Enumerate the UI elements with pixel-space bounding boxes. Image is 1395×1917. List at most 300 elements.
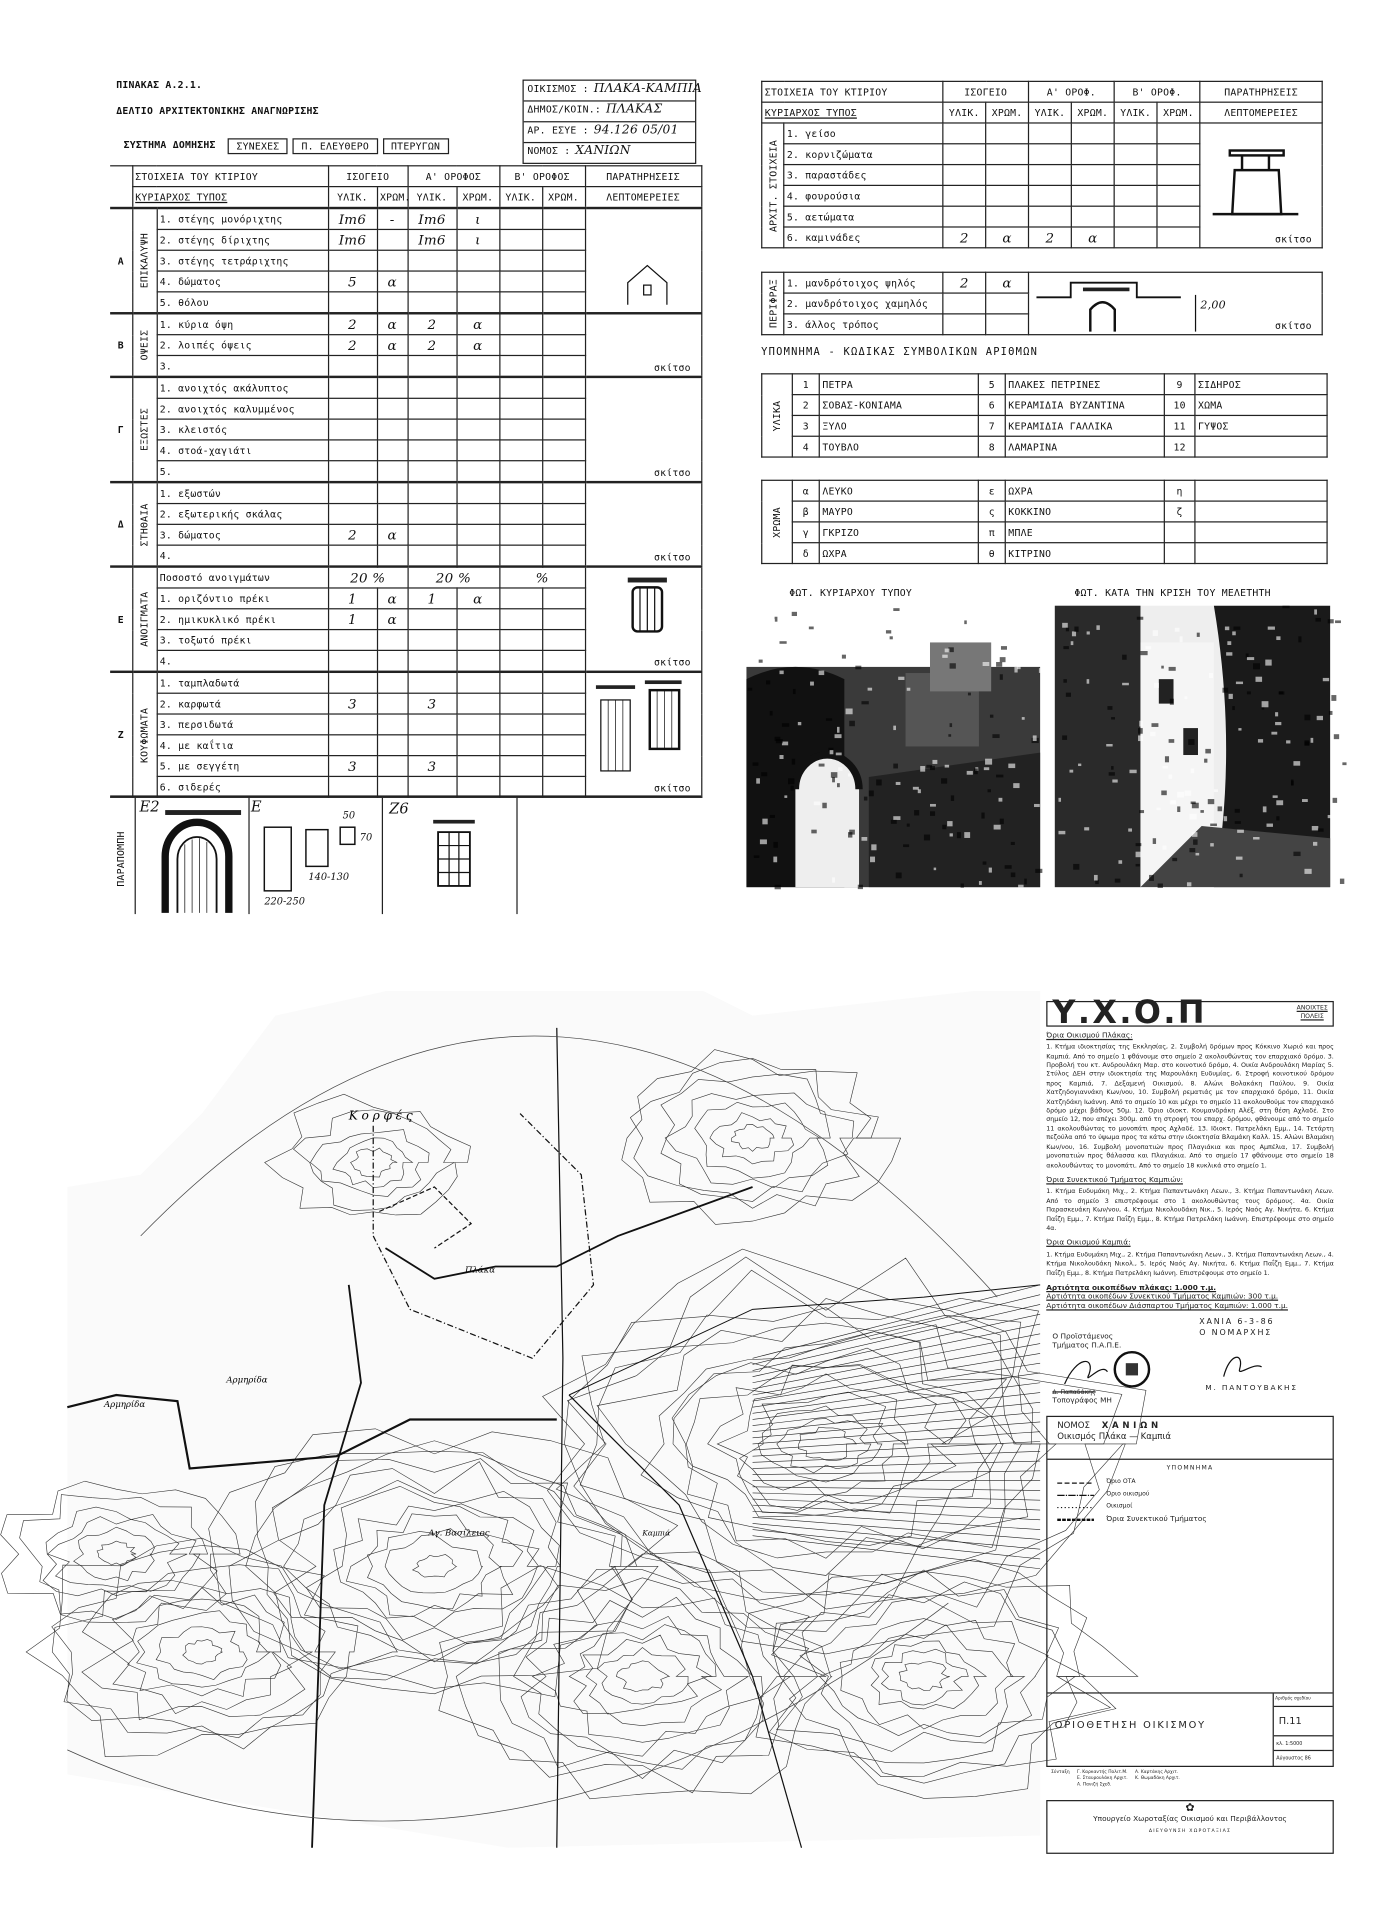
value-cell (377, 735, 408, 756)
photo-grain (809, 627, 814, 630)
photo-grain (1276, 800, 1283, 805)
value-cell (377, 398, 408, 419)
row-label: 1. κύρια όψη (157, 313, 328, 334)
value-cell (542, 504, 585, 525)
photo-grain (793, 689, 796, 694)
photo-grain (1222, 688, 1228, 693)
photo-grain (1268, 627, 1275, 630)
header-elements: ΣΤΟΙΧΕΙΑ ΤΟΥ ΚΤΙΡΙΟΥ (762, 81, 943, 102)
photo-grain (831, 772, 837, 778)
photo-grain (1094, 875, 1098, 881)
row-label: 5. αετώματα (784, 206, 943, 227)
photo-grain (790, 786, 793, 791)
photo-grain (898, 677, 904, 680)
photo-grain (861, 837, 867, 841)
legend-name: ΠΛΑΚΕΣ ΠΕΤΡΙΝΕΣ (1005, 374, 1164, 395)
section-name: ΕΠΙΚΑΛΥΨΗ (138, 233, 150, 289)
annex-area (110, 795, 701, 914)
value-cell (542, 250, 585, 271)
photo-grain (1011, 629, 1016, 634)
photo-grain (1005, 865, 1012, 869)
value-cell (456, 482, 499, 503)
photo-grain (1197, 633, 1200, 637)
system-option-continuous: ΣΥΝΕΧΕΣ (228, 138, 288, 154)
value-cell (986, 144, 1029, 165)
photo-grain (942, 825, 946, 830)
map-label-ag-vasileios: Αγ. Βασίλειος (428, 1528, 490, 1539)
photo-grain (876, 779, 882, 785)
row-label: 3. άλλος τρόπος (784, 314, 943, 335)
photo-grain (950, 663, 956, 668)
photo-grain (1008, 764, 1015, 768)
photo-grain (1328, 619, 1334, 623)
row-label: 2. καρφωτά (157, 693, 328, 714)
value-cell: 2 (328, 335, 377, 356)
photo-grain (766, 680, 770, 684)
value-cell: - (377, 208, 408, 229)
photo-grain (1018, 885, 1023, 888)
photo-grain (918, 789, 921, 793)
legend-name (1195, 480, 1327, 501)
value-cell (377, 250, 408, 271)
value-cell (328, 545, 377, 566)
plot-size-dispersed: Αρτιότητα οικοπέδων Διάσπαρτου Τμήματος Καμπιών: 1.000 τ.μ. (1046, 1301, 1288, 1311)
legend-line-symbol (1057, 1480, 1094, 1485)
photo-grain (1074, 627, 1078, 632)
header-dominant-type: ΚΥΡΙΑΡΧΟΣ ΤΥΠΟΣ (762, 102, 943, 123)
row-label: 3. τοξωτό πρέκι (157, 630, 328, 651)
row-label: 4. δώματος (157, 271, 328, 292)
sheet-label: Αριθμός σχεδίου (1274, 1694, 1333, 1707)
photo-caption-dominant: ΦΩΤ. ΚΥΡΙΑΡΧΟΥ ΤΥΠΟΥ (789, 587, 913, 599)
credits-row (1046, 1767, 1334, 1790)
photo-grain (792, 759, 795, 765)
photo-grain (1342, 762, 1346, 765)
photo-grain (985, 759, 992, 765)
ministry-emblem-icon: ✿ (1185, 1802, 1195, 1815)
value-cell (542, 776, 585, 797)
legend-code: 8 (978, 436, 1005, 457)
system-option-wings: ΠΤΕΡΥΓΩΝ (382, 138, 448, 154)
photo-grain (890, 636, 893, 639)
value-cell: 2 (1029, 227, 1072, 248)
info-label: ΟΙΚΙΣΜΟΣ : (527, 83, 589, 95)
header-details: ΛΕΠΤΟΜΕΡΕΙΕΣ (585, 187, 701, 208)
header-remarks: ΠΑΡΑΤΗΡΗΣΕΙΣ (1200, 81, 1322, 102)
grid-window-sketch (431, 820, 480, 893)
photo-grain (754, 855, 760, 858)
info-row (524, 81, 702, 102)
photo-grain (947, 821, 952, 826)
photo-grain (1318, 828, 1324, 831)
photo-researcher-choice (1055, 606, 1330, 887)
photo-grain (974, 768, 978, 774)
group-cell (110, 166, 132, 208)
value-cell (408, 524, 457, 545)
credit: Γ. Καρκαντής Πολιτ.Μ. (1077, 1769, 1128, 1775)
value-cell (1071, 185, 1114, 206)
annex-window-dims (247, 798, 383, 914)
value-cell (499, 588, 542, 609)
value-cell: % (499, 567, 585, 588)
info-row (524, 143, 695, 163)
photo-grain (1331, 695, 1336, 701)
value-cell (986, 314, 1029, 335)
photo-grain (1112, 779, 1117, 782)
value-cell (943, 165, 986, 186)
photo-grain (1236, 857, 1243, 860)
place-date: ΧΑΝΙΑ 6-3-86 (1199, 1316, 1275, 1327)
info-value: ΧΑΝΙΩΝ (575, 144, 631, 158)
value-cell (408, 776, 457, 797)
fence-wall-sketch (1034, 273, 1218, 332)
legend-name: ΜΑΥΡΟ (819, 501, 978, 522)
yxop-logo: Υ.Χ.Ο.Π (1052, 994, 1208, 1032)
photo-grain (914, 810, 919, 815)
sketch-label: σκίτσο (653, 362, 691, 374)
photo-grain (779, 671, 783, 675)
photo-grain (848, 773, 851, 776)
value-cell (377, 461, 408, 482)
photo-grain (864, 797, 868, 801)
photo-grain (896, 872, 902, 878)
annex-arched-door (135, 798, 250, 914)
photo-grain (1084, 827, 1089, 830)
photo-grain (1271, 732, 1277, 735)
value-cell (377, 377, 408, 398)
value-cell (408, 735, 457, 756)
photo-grain (964, 620, 967, 624)
nomos-value: ΧΑΝΙΩΝ (1101, 1420, 1162, 1431)
photo-grain (1235, 809, 1240, 813)
photo-grain (1096, 625, 1099, 630)
value-cell (499, 398, 542, 419)
photo-grain (1063, 679, 1067, 683)
value-cell (456, 355, 499, 376)
photo-grain (1227, 641, 1231, 645)
photo-grain (913, 787, 919, 790)
photo-grain (1136, 864, 1140, 867)
map-legend-item (1057, 1476, 1323, 1488)
photo-grain (1291, 781, 1294, 786)
value-cell: α (377, 271, 408, 292)
value-cell (499, 461, 542, 482)
photo-grain (1262, 701, 1269, 707)
photo-grain (869, 790, 874, 796)
legend-row (762, 501, 1327, 522)
photo-grain (1275, 712, 1278, 716)
value-cell (1071, 165, 1114, 186)
photo-grain (981, 813, 984, 819)
value-cell (542, 229, 585, 250)
photo-grain (1247, 691, 1251, 694)
value-cell (499, 735, 542, 756)
remarks-cell (1200, 123, 1322, 248)
section-letter: Β (110, 313, 132, 377)
header-color: ΧΡΩΜ. (456, 187, 499, 208)
legend-code: ς (978, 501, 1005, 522)
value-cell (408, 672, 457, 693)
header-floor: ΙΣΟΓΕΙΟ (943, 81, 1029, 102)
row-label: 3. δώματος (157, 524, 328, 545)
row-label: 1. ταμπλαδωτά (157, 672, 328, 693)
dim-label: 70 (359, 832, 373, 844)
legend-name: ΤΟΥΒΛΟ (819, 436, 978, 457)
value-cell (499, 355, 542, 376)
row-label: 3. στέγης τετράριχτης (157, 250, 328, 271)
legend-code: 6 (978, 395, 1005, 416)
value-cell: 1 (408, 588, 457, 609)
photo-grain (979, 881, 982, 885)
value-cell: 2 (328, 313, 377, 334)
photo-grain (1235, 821, 1241, 824)
legend-code: θ (978, 543, 1005, 564)
head-title: Ο Προϊστάμενος (1052, 1332, 1114, 1342)
photo-grain (1153, 838, 1156, 844)
photo-grain (784, 795, 787, 798)
row-label: 2. ανοιχτός καλυμμένος (157, 398, 328, 419)
tag-line: ΠΟΛΕΙΣ (1300, 1013, 1324, 1022)
value-cell (408, 545, 457, 566)
photo-grain (837, 727, 840, 733)
value-cell (408, 714, 457, 735)
row-label: 4. φουρούσια (784, 185, 943, 206)
settlement-name: Οικισμός Πλάκα — Καμπιά (1057, 1431, 1172, 1441)
table-row (110, 377, 701, 398)
value-cell (377, 504, 408, 525)
photo-grain (1171, 800, 1175, 803)
value-cell: 3 (408, 693, 457, 714)
legend-code: 9 (1164, 374, 1195, 395)
photo-grain (832, 777, 835, 782)
photo-grain (1151, 723, 1158, 727)
photo-grain (1185, 696, 1188, 699)
photo-grain (753, 762, 759, 765)
section-name-cell (132, 377, 156, 482)
value-cell (456, 693, 499, 714)
photo-grain (967, 771, 973, 775)
value-cell (456, 271, 499, 292)
remarks-cell (585, 567, 701, 672)
photo-grain (1191, 768, 1195, 773)
legend-name: ΚΙΤΡΙΝΟ (1005, 543, 1164, 564)
annex-label: ΠΑΡΑΠΟΜΠΗ (115, 831, 127, 887)
map-scale: κλ. 1:5000 (1274, 1735, 1333, 1750)
value-cell (1157, 206, 1200, 227)
value-cell (542, 398, 585, 419)
header-floor: Α' ΟΡΟΦΟΣ (408, 166, 500, 187)
photo-grain (950, 723, 953, 727)
value-cell (328, 398, 377, 419)
value-cell (542, 672, 585, 693)
row-label: 5. με σεγγέτη (157, 756, 328, 777)
section-name: ΑΡΧΙΤ. ΣΤΟΙΧΕΙΑ (767, 139, 779, 232)
map-legend-label: Όριο ΟΤΑ (1106, 1478, 1136, 1486)
photo-grain (1138, 728, 1143, 734)
dim-label: 140-130 (308, 871, 350, 883)
credit: Κ. Θωμαδάκη Αρχιτ. (1135, 1775, 1180, 1781)
legend-name (1195, 436, 1327, 457)
legend-code: 5 (978, 374, 1005, 395)
value-cell (499, 313, 542, 334)
section-name: ΣΤΗΘΑΙΑ (138, 502, 150, 546)
photo-grain (1315, 618, 1320, 622)
photo-grain (1087, 631, 1090, 634)
value-cell: α (456, 588, 499, 609)
photo-grain (1106, 744, 1112, 746)
remarks-cell (585, 313, 701, 377)
value-cell: 1 (328, 609, 377, 630)
value-cell (408, 650, 457, 671)
value-cell (377, 440, 408, 461)
value-cell (1157, 144, 1200, 165)
value-cell (499, 504, 542, 525)
section-letter: Δ (110, 482, 132, 566)
photo-grain (920, 766, 925, 772)
annex-mark: Ζ6 (389, 800, 409, 818)
legend-name: ΓΥΨΟΣ (1195, 415, 1327, 436)
photo-grain (1169, 739, 1175, 743)
value-cell (1114, 165, 1157, 186)
photo-grain (1111, 766, 1113, 770)
value-cell (408, 377, 457, 398)
value-cell (542, 355, 585, 376)
legend-line-symbol (1057, 1492, 1094, 1497)
value-cell (542, 756, 585, 777)
photo-grain (1078, 764, 1081, 766)
photo-grain (868, 608, 871, 612)
value-cell: 20 % (408, 567, 500, 588)
value-cell (499, 229, 542, 250)
value-cell: 20 % (328, 567, 408, 588)
header-floor: Β' ΟΡΟΦΟΣ (499, 166, 585, 187)
photo-grain (1062, 623, 1068, 628)
legend-line-symbol (1057, 1517, 1094, 1522)
photo-grain (1000, 674, 1003, 680)
section-name: ΠΕΡΙΦΡΑΞ (767, 278, 779, 329)
legend-code: 7 (978, 415, 1005, 436)
sketch-label: σκίτσο (653, 551, 691, 563)
value-cell (1029, 144, 1072, 165)
legend-row (762, 480, 1327, 501)
section-name-cell (132, 482, 156, 566)
table-row (110, 567, 701, 588)
photo-grain (1348, 754, 1355, 759)
value-cell (456, 377, 499, 398)
row-label: 6. σιδερές (157, 776, 328, 797)
photo-grain (756, 778, 760, 783)
window-sketch (622, 575, 671, 642)
photo-grain (1069, 770, 1073, 773)
value-cell: α (456, 313, 499, 334)
photo-grain (1205, 749, 1211, 754)
section-name: ΟΨΕΙΣ (138, 329, 150, 361)
photo-grain (941, 778, 947, 783)
settlement-boundary-map (67, 991, 1046, 1848)
photo-grain (1011, 872, 1016, 877)
value-cell (377, 545, 408, 566)
section-letter: Γ (110, 377, 132, 482)
header-color: ΧΡΩΜ. (986, 102, 1029, 123)
table-number: ΠΙΝΑΚΑΣ Α.2.1. (116, 79, 203, 91)
photo-arch-gate-image (746, 606, 1040, 887)
photo-street-image (1055, 606, 1330, 887)
legend-name (1195, 543, 1327, 564)
photo-grain (1276, 636, 1280, 640)
photo-grain (964, 612, 968, 617)
head-dept: Τμήματος Π.Α.Π.Ε. (1052, 1341, 1122, 1350)
legend-code: ζ (1164, 501, 1195, 522)
photo-grain (996, 662, 1002, 667)
photo-grain (1192, 832, 1198, 837)
ministry-dept: ΔΙΕΥΘΥΝΣΗ ΧΩΡΟΤΑΞΙΑΣ (1148, 1826, 1232, 1834)
heading-plaka-bounds: Όρια Οικισμού Πλάκας: (1046, 1031, 1133, 1040)
value-cell (499, 419, 542, 440)
legend-row (762, 543, 1327, 564)
signature-and-seal (1058, 1350, 1156, 1392)
info-label: ΔΗΜΟΣ/ΚΟΙΝ.: (527, 104, 602, 116)
value-cell: 2 (328, 524, 377, 545)
photo-grain (1210, 843, 1214, 846)
value-cell: 2 (943, 227, 986, 248)
map-label-korfes: Κορφές (348, 1108, 417, 1123)
value-cell (542, 335, 585, 356)
photo-grain (1247, 657, 1254, 660)
value-cell (328, 735, 377, 756)
value-cell (328, 461, 377, 482)
value-cell (499, 776, 542, 797)
photo-grain (1232, 631, 1236, 635)
value-cell (542, 292, 585, 313)
arched-door-sketch (148, 808, 246, 913)
photo-grain (1302, 799, 1308, 802)
value-cell (542, 440, 585, 461)
house-sketch (622, 258, 671, 307)
annex-mark: Ε2 (139, 797, 160, 815)
info-row (524, 102, 695, 123)
header-material: ΥΛΙΚ. (499, 187, 542, 208)
value-cell: α (377, 313, 408, 334)
legend-group-name: ΧΡΩΜΑ (771, 506, 783, 538)
value-cell (542, 588, 585, 609)
photo-grain (1170, 699, 1174, 705)
value-cell (1157, 227, 1200, 248)
photo-grain (1063, 646, 1069, 649)
photo-grain (770, 711, 773, 716)
info-value: ΠΛΑΚΑ-ΚΑΜΠΙΑ (593, 81, 702, 96)
value-cell (328, 630, 377, 651)
photo-grain (1304, 742, 1309, 746)
value-cell: α (377, 335, 408, 356)
header-color: ΧΡΩΜ. (542, 187, 585, 208)
value-cell (456, 419, 499, 440)
photo-grain (833, 630, 836, 635)
value-cell (456, 292, 499, 313)
ministry-name: Υπουργείο Χωροταξίας Οικισμού και Περιβάλλοντος (1093, 1814, 1287, 1823)
photo-grain (1058, 798, 1061, 802)
value-cell (1029, 123, 1072, 144)
legend-code: α (792, 480, 819, 501)
photo-grain (819, 764, 825, 767)
info-row (524, 122, 695, 143)
value-cell (377, 650, 408, 671)
value-cell (328, 292, 377, 313)
photo-grain (775, 737, 781, 741)
section-letter: Ζ (110, 672, 132, 797)
signature-block (1046, 1318, 1334, 1404)
photo-grain (1279, 691, 1285, 694)
value-cell (499, 377, 542, 398)
